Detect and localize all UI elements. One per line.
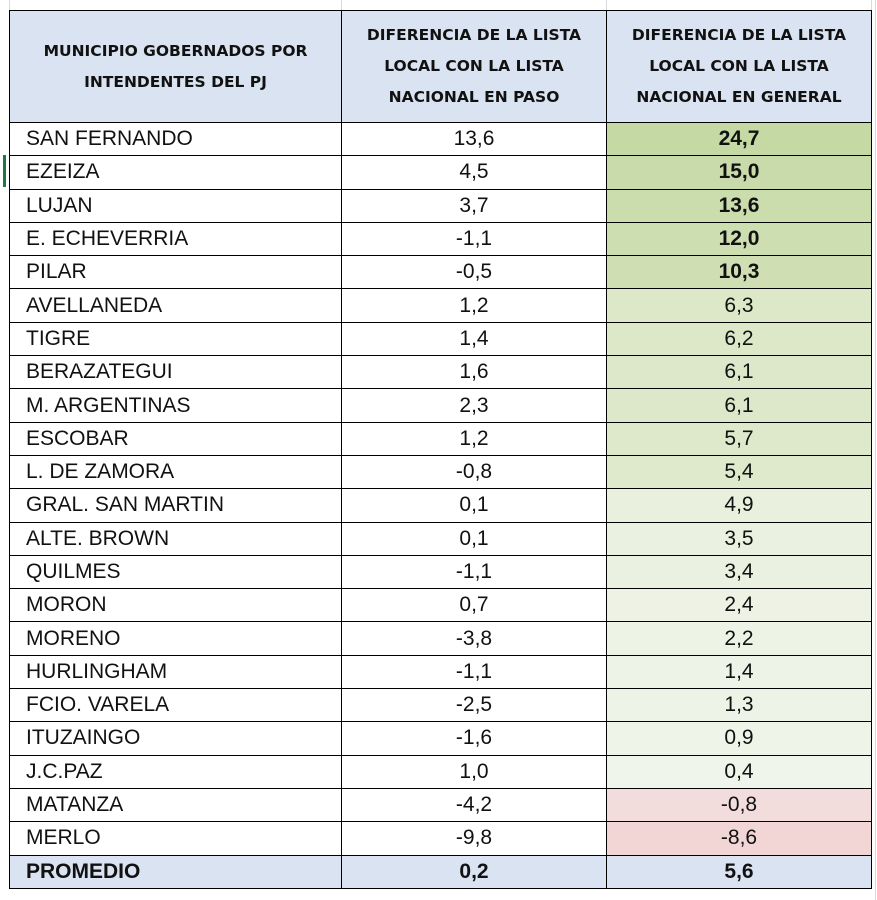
header-line: INTENDENTES DEL PJ (84, 72, 267, 91)
cell-general[interactable]: 12,0 (607, 222, 872, 255)
cell-selection-indicator (3, 155, 6, 187)
cell-general[interactable]: 3,4 (607, 555, 872, 588)
table-row (10, 822, 872, 855)
cell-general[interactable]: 6,1 (607, 389, 872, 422)
cell-promedio-general[interactable]: 5,6 (607, 855, 872, 888)
cell-paso[interactable]: -0,5 (342, 256, 607, 289)
cell-general[interactable]: 15,0 (607, 156, 872, 189)
cell-general[interactable]: -8,6 (607, 822, 872, 855)
cell-municipio[interactable]: MORON (10, 589, 342, 622)
table-row (10, 222, 872, 255)
cell-paso[interactable]: -4,2 (342, 788, 607, 821)
header-line: NACIONAL EN GENERAL (636, 88, 842, 106)
header-general[interactable] (607, 11, 872, 123)
cell-general[interactable]: 1,3 (607, 689, 872, 722)
cell-general[interactable]: 5,4 (607, 455, 872, 488)
cell-municipio[interactable]: HURLINGHAM (10, 655, 342, 688)
header-line: LOCAL CON LA LISTA (384, 57, 564, 75)
gridline (875, 0, 876, 900)
cell-general[interactable]: 3,5 (607, 522, 872, 555)
cell-municipio[interactable]: AVELLANEDA (10, 289, 342, 322)
table-row (10, 555, 872, 588)
cell-paso[interactable]: 2,3 (342, 389, 607, 422)
cell-paso[interactable]: 1,6 (342, 356, 607, 389)
cell-general[interactable]: 0,9 (607, 722, 872, 755)
cell-paso[interactable]: -3,8 (342, 622, 607, 655)
cell-general[interactable]: 5,7 (607, 422, 872, 455)
cell-municipio[interactable]: L. DE ZAMORA (10, 455, 342, 488)
cell-paso[interactable]: 0,1 (342, 489, 607, 522)
table-row (10, 522, 872, 555)
table-row (10, 189, 872, 222)
cell-paso[interactable]: -0,8 (342, 455, 607, 488)
table-row (10, 389, 872, 422)
cell-municipio[interactable]: PILAR (10, 256, 342, 289)
table-row (10, 422, 872, 455)
cell-paso[interactable]: -1,1 (342, 222, 607, 255)
cell-municipio[interactable]: ALTE. BROWN (10, 522, 342, 555)
table-row (10, 489, 872, 522)
cell-paso[interactable]: 3,7 (342, 189, 607, 222)
table-row (10, 123, 872, 156)
cell-general[interactable]: 6,3 (607, 289, 872, 322)
header-line: DIFERENCIA DE LA LISTA (631, 26, 847, 44)
cell-paso[interactable]: -1,1 (342, 555, 607, 588)
cell-municipio[interactable]: SAN FERNANDO (10, 123, 342, 156)
header-paso[interactable] (342, 11, 607, 123)
cell-promedio-label[interactable]: PROMEDIO (10, 855, 342, 888)
cell-municipio[interactable]: FCIO. VARELA (10, 689, 342, 722)
cell-municipio[interactable]: ESCOBAR (10, 422, 342, 455)
column-gridlines (0, 0, 877, 10)
cell-municipio[interactable]: ITUZAINGO (10, 722, 342, 755)
cell-municipio[interactable]: BERAZATEGUI (10, 356, 342, 389)
cell-general[interactable]: 6,2 (607, 322, 872, 355)
cell-paso[interactable]: -9,8 (342, 822, 607, 855)
cell-general[interactable]: 10,3 (607, 256, 872, 289)
data-table (9, 10, 872, 889)
cell-municipio[interactable]: J.C.PAZ (10, 755, 342, 788)
table-row (10, 322, 872, 355)
total-row (10, 855, 872, 888)
header-line: MUNICIPIO GOBERNADOS POR (43, 41, 308, 60)
cell-general[interactable]: 13,6 (607, 189, 872, 222)
cell-paso[interactable]: 1,0 (342, 755, 607, 788)
cell-general[interactable]: 0,4 (607, 755, 872, 788)
cell-paso[interactable]: 1,4 (342, 322, 607, 355)
table-row (10, 455, 872, 488)
table-row (10, 356, 872, 389)
cell-paso[interactable]: 1,2 (342, 289, 607, 322)
table-row (10, 788, 872, 821)
cell-general[interactable]: 2,2 (607, 622, 872, 655)
cell-municipio[interactable]: QUILMES (10, 555, 342, 588)
cell-general[interactable]: -0,8 (607, 788, 872, 821)
cell-general[interactable]: 1,4 (607, 655, 872, 688)
cell-municipio[interactable]: LUJAN (10, 189, 342, 222)
header-line: NACIONAL EN PASO (388, 88, 560, 106)
cell-paso[interactable]: 0,7 (342, 589, 607, 622)
header-row (10, 11, 872, 123)
header-line: LOCAL CON LA LISTA (649, 57, 829, 75)
cell-municipio[interactable]: MERLO (10, 822, 342, 855)
cell-paso[interactable]: 13,6 (342, 123, 607, 156)
cell-general[interactable]: 2,4 (607, 589, 872, 622)
cell-general[interactable]: 24,7 (607, 123, 872, 156)
header-municipio[interactable] (10, 11, 342, 123)
cell-paso[interactable]: -1,1 (342, 655, 607, 688)
table-row (10, 289, 872, 322)
cell-paso[interactable]: -1,6 (342, 722, 607, 755)
cell-municipio[interactable]: EZEIZA (10, 156, 342, 189)
header-line: DIFERENCIA DE LA LISTA (366, 26, 582, 44)
table-row (10, 156, 872, 189)
cell-municipio[interactable]: MATANZA (10, 788, 342, 821)
cell-general[interactable]: 4,9 (607, 489, 872, 522)
cell-paso[interactable]: 0,1 (342, 522, 607, 555)
cell-municipio[interactable]: M. ARGENTINAS (10, 389, 342, 422)
table-row (10, 755, 872, 788)
cell-paso[interactable]: 4,5 (342, 156, 607, 189)
cell-municipio[interactable]: E. ECHEVERRIA (10, 222, 342, 255)
table-row (10, 256, 872, 289)
cell-paso[interactable]: -2,5 (342, 689, 607, 722)
table-row (10, 722, 872, 755)
cell-general[interactable]: 6,1 (607, 356, 872, 389)
table-row (10, 689, 872, 722)
table-row (10, 622, 872, 655)
cell-municipio[interactable]: GRAL. SAN MARTIN (10, 489, 342, 522)
cell-promedio-paso[interactable]: 0,2 (342, 855, 607, 888)
table-row (10, 655, 872, 688)
cell-municipio[interactable]: TIGRE (10, 322, 342, 355)
cell-paso[interactable]: 1,2 (342, 422, 607, 455)
cell-municipio[interactable]: MORENO (10, 622, 342, 655)
table-row (10, 589, 872, 622)
